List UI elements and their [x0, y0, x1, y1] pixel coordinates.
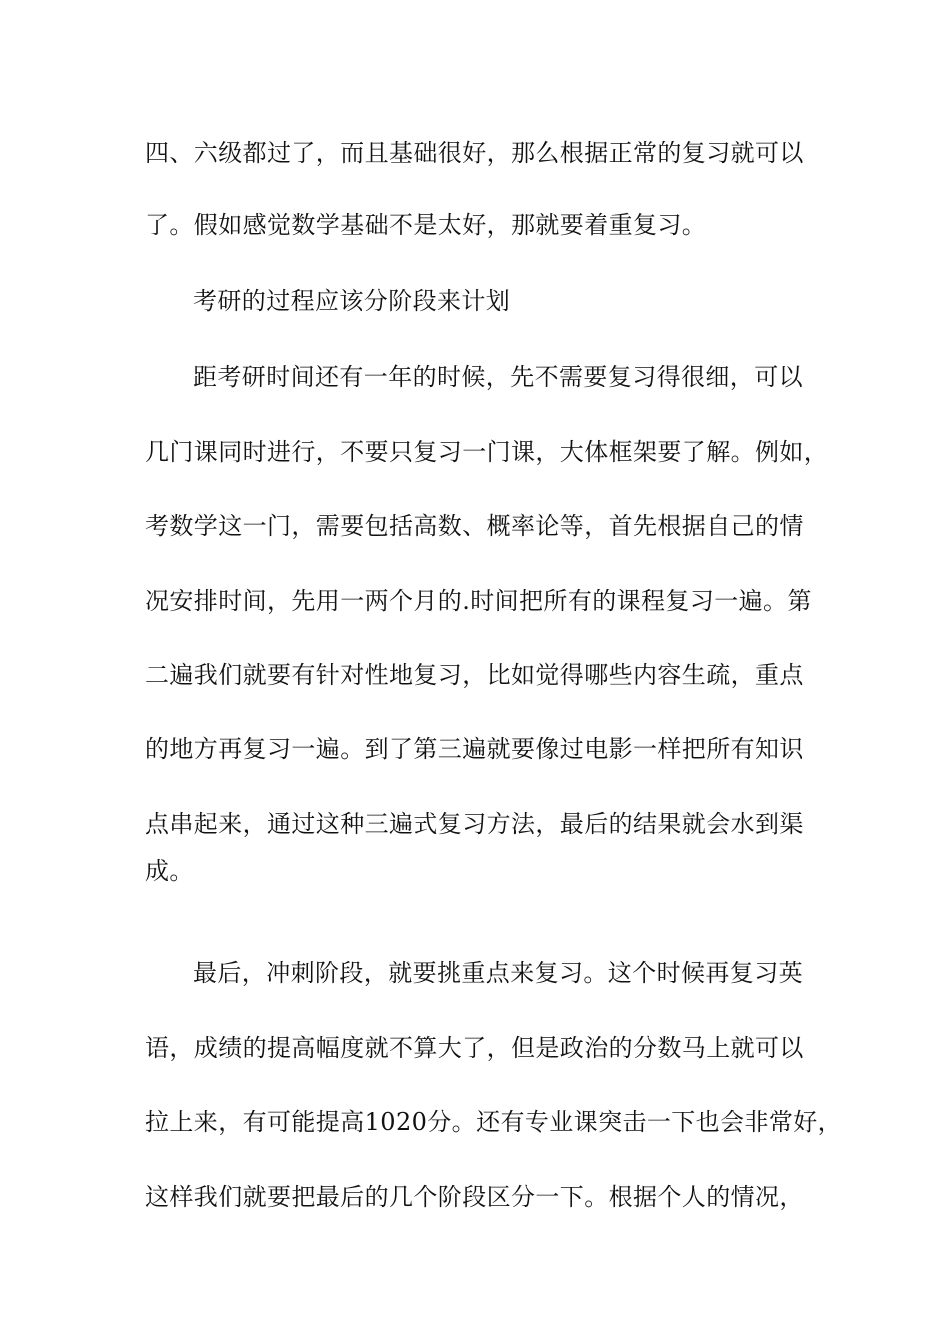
text-line: 拉上来，有可能提高1020分。还有专业课突击一下也会非常好，: [145, 1108, 843, 1136]
text-line: 成。: [145, 857, 194, 885]
text-line: 考数学这一门，需要包括高数、概率论等，首先根据自己的情: [145, 512, 804, 540]
text-line: 这样我们就要把最后的几个阶段区分一下。根据个人的情况，: [145, 1183, 804, 1211]
text-line: 了。假如感觉数学基础不是太好，那就要着重复习。: [145, 211, 707, 239]
text-line: 语，成绩的提高幅度就不算大了，但是政治的分数马上就可以: [145, 1034, 804, 1062]
text-line: 距考研时间还有一年的时候，先不需要复习得很细，可以: [193, 363, 803, 391]
text-line: 四、六级都过了，而且基础很好，那么根据正常的复习就可以: [145, 139, 804, 167]
text-line: 最后，冲刺阶段，就要挑重点来复习。这个时候再复习英: [193, 959, 803, 987]
text-line: 二遍我们就要有针对性地复习，比如觉得哪些内容生疏，重点: [145, 661, 804, 689]
text-line: 几门课同时进行，不要只复习一门课，大体框架要了解。例如，: [145, 438, 829, 466]
text-line: 的地方再复习一遍。到了第三遍就要像过电影一样把所有知识: [145, 735, 804, 763]
section-heading: 考研的过程应该分阶段来计划: [193, 287, 511, 315]
text-line: 点串起来，通过这种三遍式复习方法，最后的结果就会水到渠: [145, 810, 804, 838]
text-line: 况安排时间，先用一两个月的.时间把所有的课程复习一遍。第: [145, 587, 812, 615]
